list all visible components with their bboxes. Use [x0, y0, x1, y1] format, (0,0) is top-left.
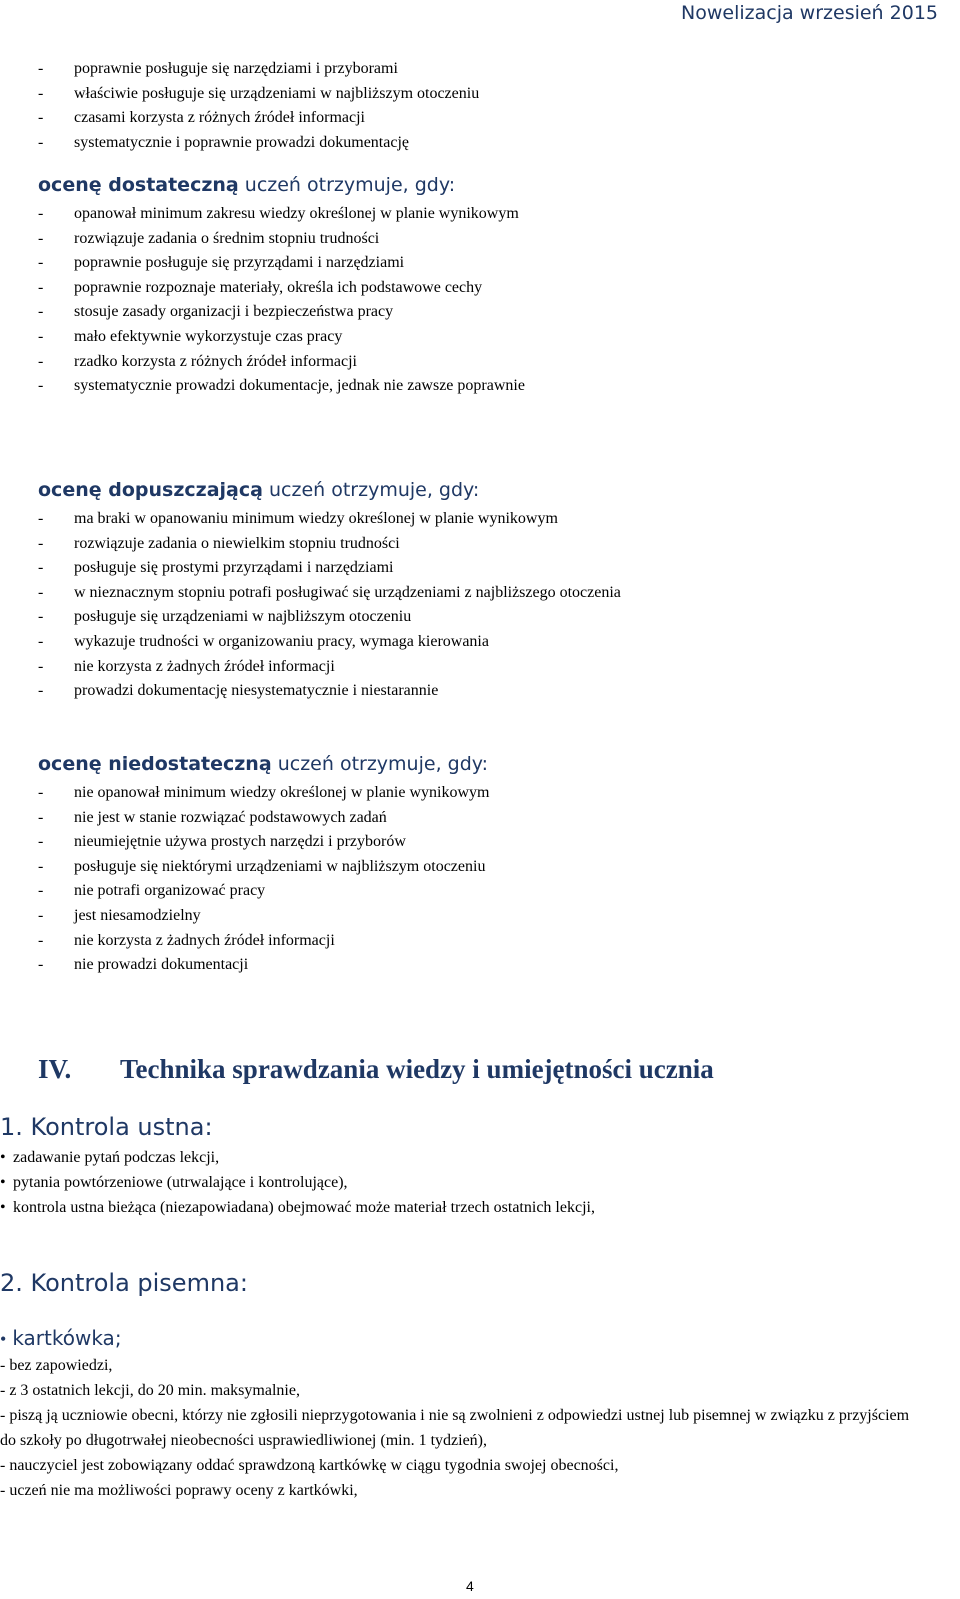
grade-dopuszczajaca-list: [38, 507, 621, 704]
list-item: - posługuje się niektórymi urządzeniami w najbliższym otoczeniu: [38, 855, 489, 880]
document-header: Nowelizacja wrzesień 2015: [681, 2, 938, 24]
list-item: - nie korzysta z żadnych źródeł informacji: [38, 655, 621, 680]
list-item: - nie prowadzi dokumentacji: [38, 953, 489, 978]
bullet-icon: •: [0, 1329, 7, 1349]
section-iv-title: [38, 1054, 714, 1085]
kontrola-pisemna-section: [0, 1269, 248, 1297]
kontrola-ustna-section: [0, 1113, 595, 1220]
grade-niedostateczna-section: [38, 753, 489, 978]
list-item: • pytania powtórzeniowe (utrwalające i kontrolujące),: [0, 1170, 595, 1195]
list-item: - posługuje się prostymi przyrządami i narzędziami: [38, 556, 621, 581]
list-item: - w nieznacznym stopniu potrafi posługiwać się urządzeniami z najbliższego otoczenia: [38, 581, 621, 606]
kartkowka-block: [0, 1326, 920, 1503]
list-item: - rozwiązuje zadania o niewielkim stopniu trudności: [38, 532, 621, 557]
list-item: - nie jest w stanie rozwiązać podstawowych zadań: [38, 806, 489, 831]
list-item: - nieumiejętnie używa prostych narzędzi i przyborów: [38, 830, 489, 855]
kartkowka-text: kartkówka;: [12, 1326, 122, 1350]
grade-dopuszczajaca-heading: [38, 479, 621, 501]
list-item: - ma braki w opanowaniu minimum wiedzy określonej w planie wynikowym: [38, 507, 621, 532]
list-item: - poprawnie rozpoznaje materiały, określa ich podstawowe cechy: [38, 276, 525, 301]
kartkowka-label: [0, 1326, 920, 1350]
list-item: - posługuje się urządzeniami w najbliższym otoczeniu: [38, 605, 621, 630]
list-item: • zadawanie pytań podczas lekcji,: [0, 1145, 595, 1170]
rule-line: - nauczyciel jest zobowiązany oddać sprawdzoną kartkówkę w ciągu tygodnia swojej obecności,: [0, 1457, 619, 1474]
list-item: - nie potrafi organizować pracy: [38, 879, 489, 904]
heading-grade: ocenę dostateczną: [38, 174, 239, 196]
top-list-block: [38, 57, 479, 155]
list-item: - systematycznie i poprawnie prowadzi dokumentację: [38, 131, 479, 156]
heading-grade: ocenę dopuszczającą: [38, 479, 263, 501]
heading-condition: uczeń otrzymuje, gdy:: [262, 479, 480, 501]
kartkowka-rules: [0, 1353, 920, 1503]
rule-line: - piszą ją uczniowie obecni, którzy nie zgłosili nieprzygotowania i nie są zwolnieni z odpowiedzi ustnej lub pisemnej w związku z przyjściem do szkoły po długotrwałej nieobecności usprawiedliwionej (min. 1 tydzień),: [0, 1407, 910, 1449]
heading-condition: uczeń otrzymuje, gdy:: [271, 753, 489, 775]
list-item: • kontrola ustna bieżąca (niezapowiadana) obejmować może materiał trzech ostatnich lekcji,: [0, 1195, 595, 1220]
list-item: - stosuje zasady organizacji i bezpieczeństwa pracy: [38, 300, 525, 325]
rule-line: - z 3 ostatnich lekcji, do 20 min. maksymalnie,: [0, 1382, 300, 1399]
list-item: - właściwie posługuje się urządzeniami w najbliższym otoczeniu: [38, 82, 479, 107]
list-item: - systematycznie prowadzi dokumentacje, jednak nie zawsze poprawnie: [38, 374, 525, 399]
section-number: IV.: [38, 1054, 72, 1084]
heading-grade: ocenę niedostateczną: [38, 753, 272, 775]
rule-line: - bez zapowiedzi,: [0, 1357, 113, 1374]
list-item: - opanował minimum zakresu wiedzy określonej w planie wynikowym: [38, 202, 525, 227]
list-item: - prowadzi dokumentację niesystematycznie i niestarannie: [38, 679, 621, 704]
kontrola-ustna-list: [0, 1145, 595, 1220]
section-title-text: Technika sprawdzania wiedzy i umiejętności ucznia: [120, 1054, 714, 1084]
top-list: [38, 57, 479, 155]
grade-dopuszczajaca-section: [38, 479, 621, 704]
grade-niedostateczna-list: [38, 781, 489, 978]
rule-line: - uczeń nie ma możliwości poprawy oceny z kartkówki,: [0, 1482, 358, 1499]
list-item: - czasami korzysta z różnych źródeł informacji: [38, 106, 479, 131]
list-item: - wykazuje trudności w organizowaniu pracy, wymaga kierowania: [38, 630, 621, 655]
heading-condition: uczeń otrzymuje, gdy:: [238, 174, 456, 196]
list-item: - rozwiązuje zadania o średnim stopniu trudności: [38, 227, 525, 252]
grade-dostateczna-list: [38, 202, 525, 399]
list-item: - nie korzysta z żadnych źródeł informacji: [38, 929, 489, 954]
list-item: - poprawnie posługuje się przyrządami i narzędziami: [38, 251, 525, 276]
list-item: - jest niesamodzielny: [38, 904, 489, 929]
kontrola-pisemna-title: 2. Kontrola pisemna:: [0, 1269, 248, 1297]
list-item: - poprawnie posługuje się narzędziami i przyborami: [38, 57, 479, 82]
grade-niedostateczna-heading: [38, 753, 489, 775]
page-number: 4: [466, 1578, 474, 1594]
grade-dostateczna-heading: [38, 174, 525, 196]
grade-dostateczna-section: [38, 174, 525, 399]
list-item: - mało efektywnie wykorzystuje czas pracy: [38, 325, 525, 350]
list-item: - rzadko korzysta z różnych źródeł informacji: [38, 350, 525, 375]
list-item: - nie opanował minimum wiedzy określonej w planie wynikowym: [38, 781, 489, 806]
kontrola-ustna-title: 1. Kontrola ustna:: [0, 1113, 213, 1141]
